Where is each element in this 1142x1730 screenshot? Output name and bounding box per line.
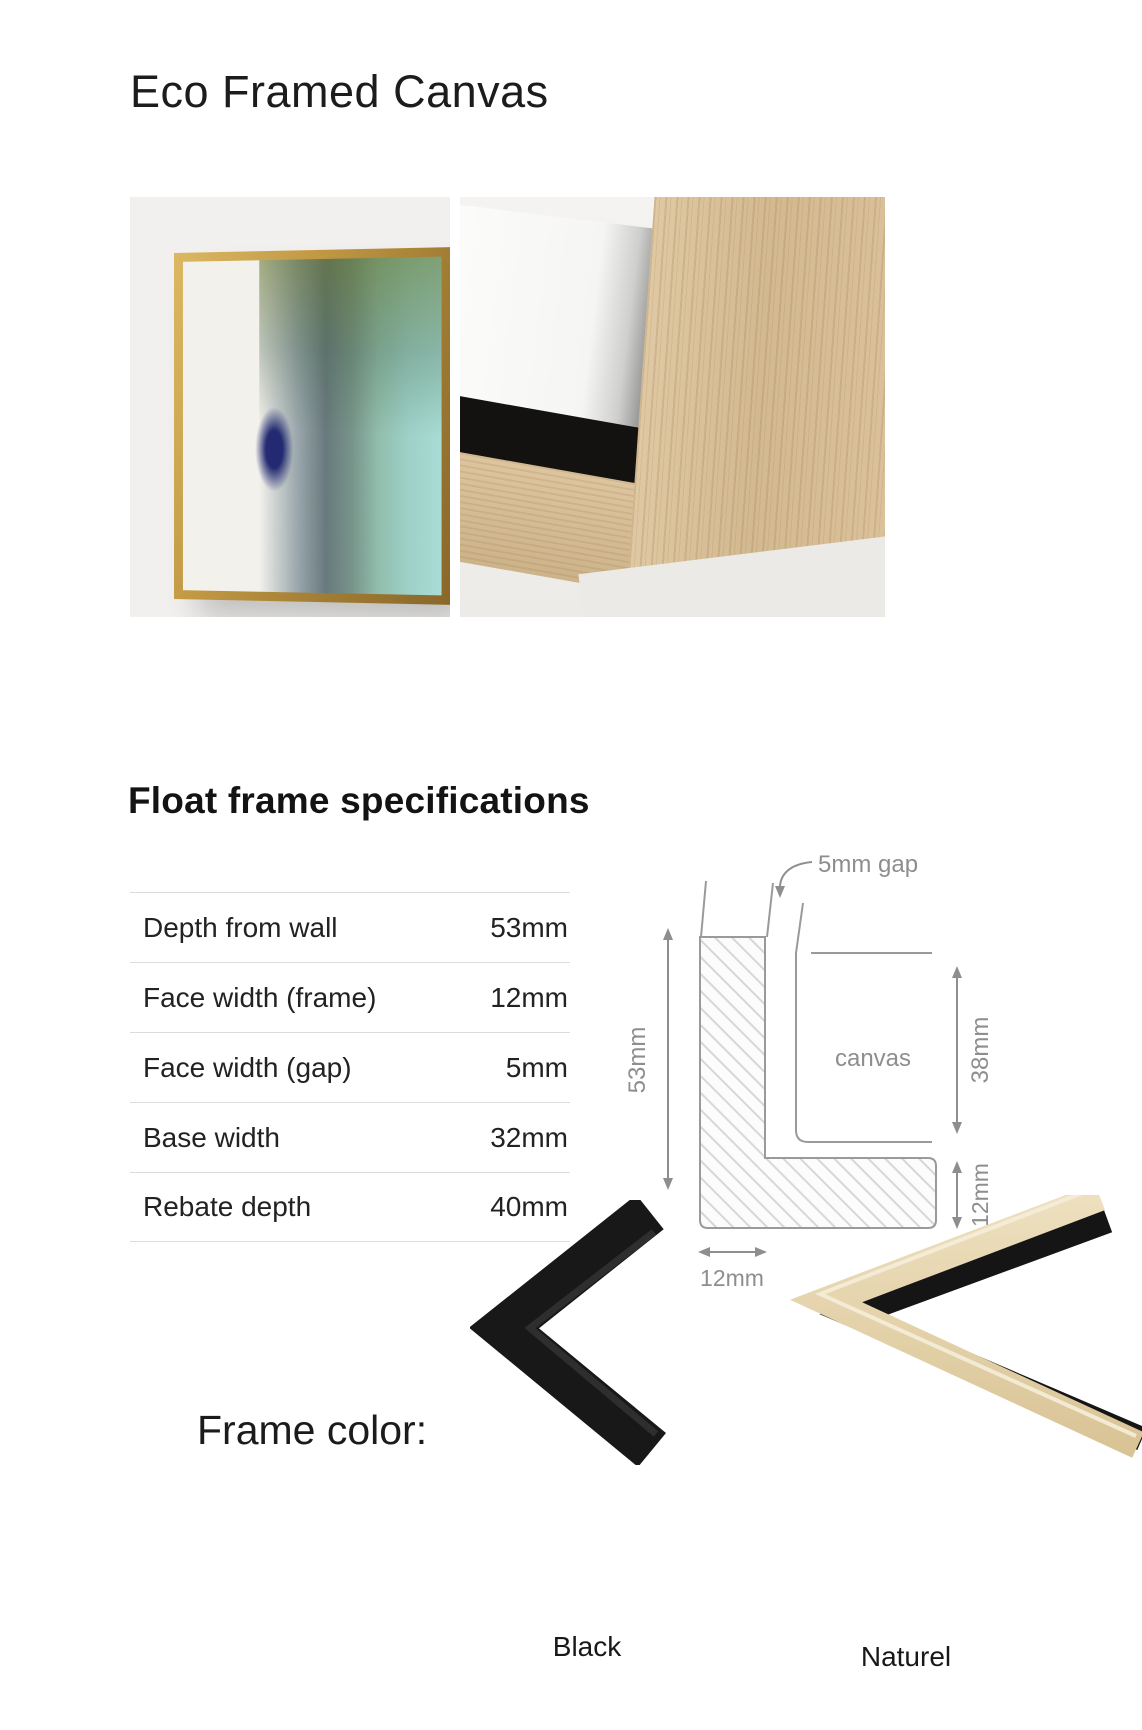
depth-label: 53mm xyxy=(624,1026,651,1094)
gap-callout-label: 5mm gap xyxy=(818,851,919,878)
frame-color-swatch-naturel xyxy=(790,1195,1142,1495)
gold-float-frame xyxy=(174,247,450,605)
spec-row-face-width-gap xyxy=(130,1032,570,1102)
spec-table xyxy=(130,892,570,1242)
depth-arrowhead-bottom xyxy=(663,1178,673,1190)
spec-value: 32mm xyxy=(490,1121,568,1153)
spec-row-depth-from-wall xyxy=(130,892,570,962)
gap-arrowhead xyxy=(775,886,785,898)
frame-color-heading: Frame color: xyxy=(197,1407,428,1453)
frame-color-swatch-black xyxy=(470,1200,720,1465)
spec-label: Depth from wall xyxy=(143,911,338,943)
spec-label: Face width (gap) xyxy=(143,1051,352,1083)
frame-profile-shape xyxy=(700,937,936,1228)
abstract-painting xyxy=(183,257,442,596)
spec-value: 12mm xyxy=(490,981,568,1013)
specs-heading: Float frame specifications xyxy=(128,780,590,821)
base-thickness-arrowhead-top xyxy=(952,1161,962,1173)
frame-break-lines xyxy=(701,881,773,937)
page-title: Eco Framed Canvas xyxy=(130,66,549,117)
swatch-label-naturel: Naturel xyxy=(860,1641,952,1672)
gap-callout-arrow xyxy=(780,862,812,886)
depth-arrowhead-top xyxy=(663,928,673,940)
face-width-arrowhead-right xyxy=(755,1247,767,1257)
spec-value: 53mm xyxy=(490,911,568,943)
canvas-text-label: canvas xyxy=(834,1045,912,1072)
spec-value: 40mm xyxy=(490,1191,568,1222)
product-photo-framed-canvas xyxy=(130,197,450,617)
spec-row-base-width xyxy=(130,1102,570,1172)
canvas-height-arrowhead-bottom xyxy=(952,1122,962,1134)
face-width-label: 12mm xyxy=(700,1265,764,1291)
product-photo-frame-corner-detail xyxy=(460,197,885,617)
spec-row-face-width-frame xyxy=(130,962,570,1032)
spec-label: Face width (frame) xyxy=(143,981,377,1013)
spec-value: 5mm xyxy=(505,1051,568,1083)
spec-label: Base width xyxy=(143,1121,280,1153)
canvas-outline xyxy=(796,903,932,1142)
swatch-label-black: Black xyxy=(552,1631,622,1662)
base-thickness-label: 12mm xyxy=(967,1163,993,1227)
spec-label: Rebate depth xyxy=(143,1191,312,1222)
canvas-height-arrowhead-top xyxy=(952,966,962,978)
canvas-height-label: 38mm xyxy=(967,1016,994,1084)
